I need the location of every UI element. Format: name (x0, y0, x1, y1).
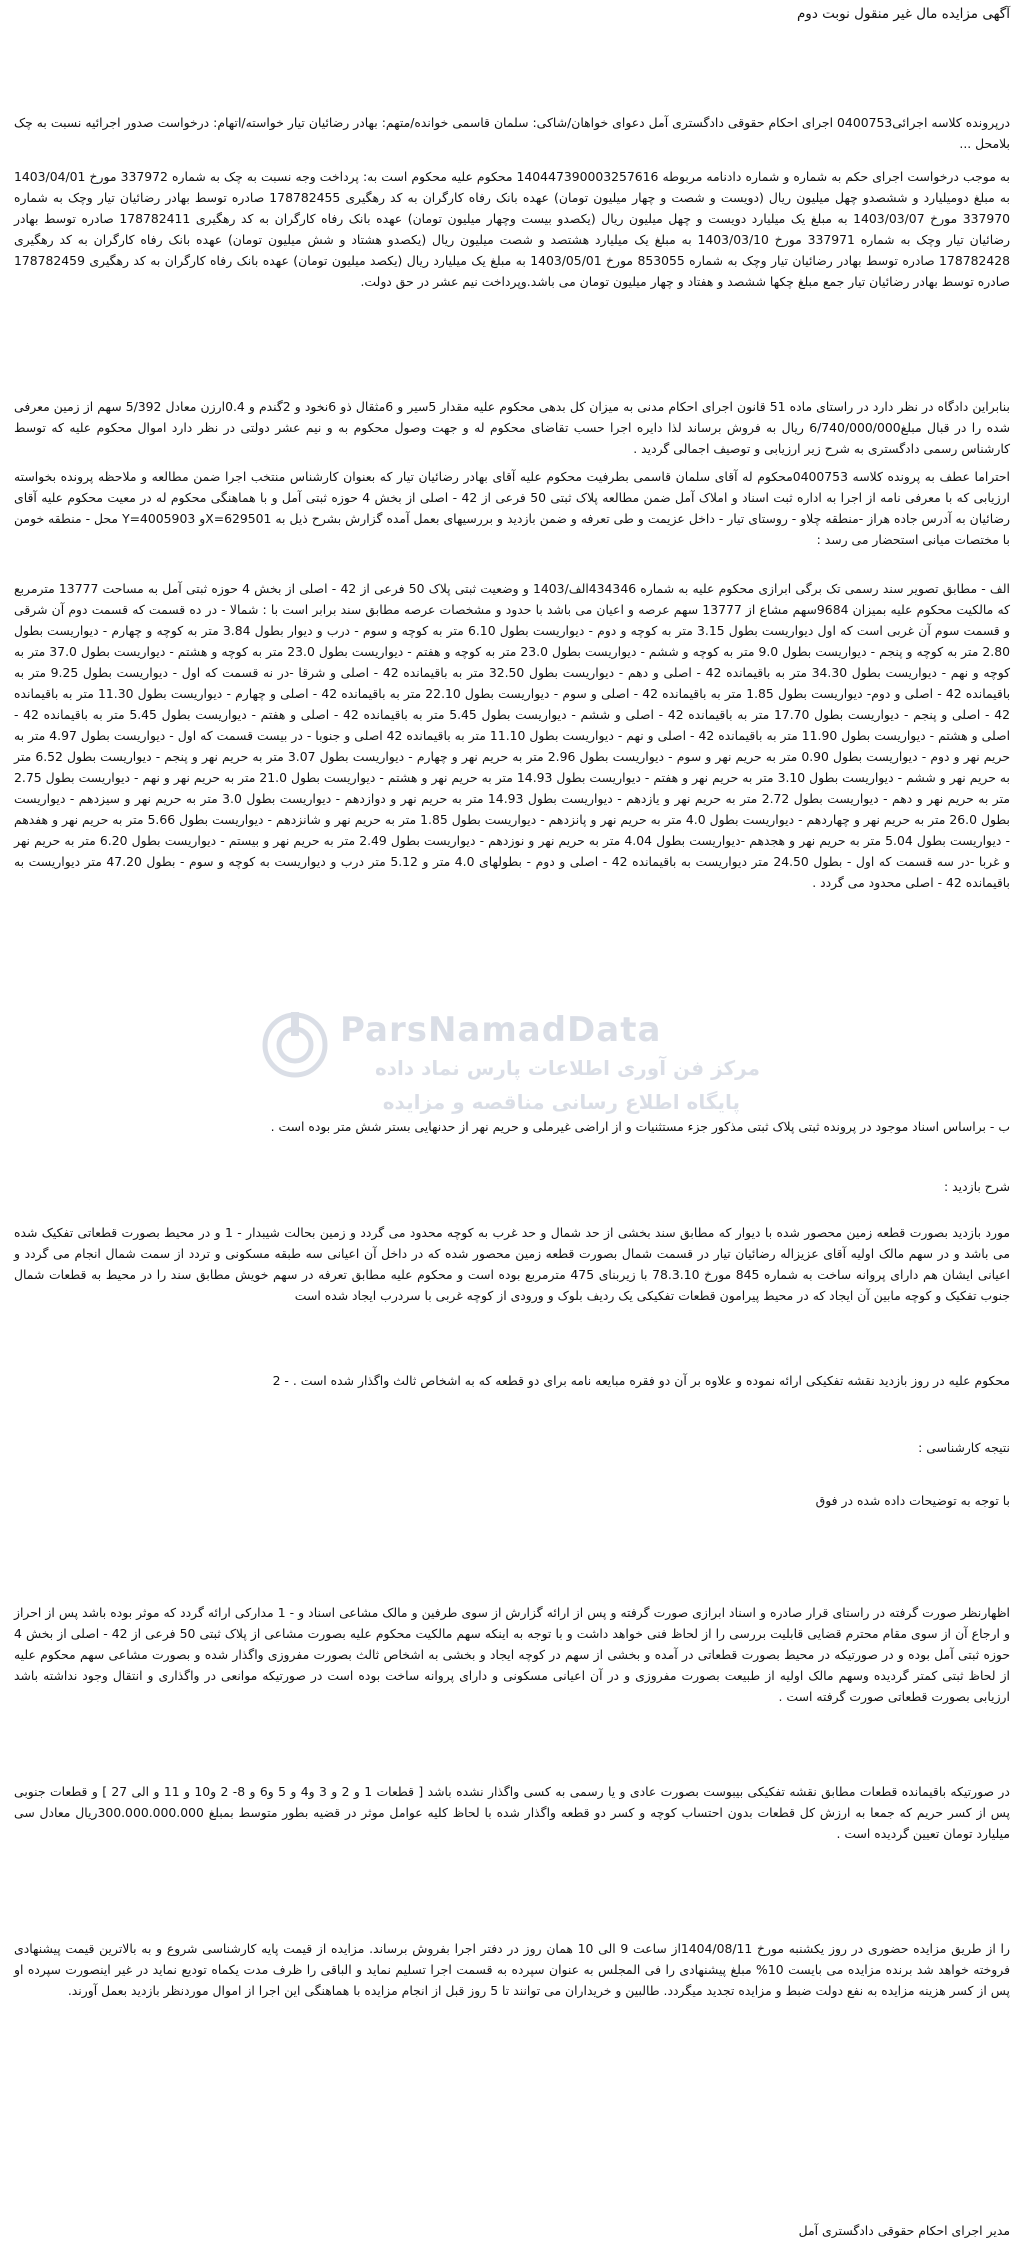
case-paragraph: درپرونده کلاسه اجرائی0400753 اجرای احکام حقوقی دادگستری آمل دعوای خواهان/شاکی: سلمان قاسمی خوانده/متهم: بهادر رضائیان تیار خواسته/اتهام: درخواست صدور اجرائیه نسبت به چک بلامحل ... (14, 115, 1010, 151)
result-intro-line: با توجه به توضیحات داده شده در فوق (815, 1493, 1010, 1508)
property-boundaries-paragraph: الف - مطابق تصویر سند رسمی تک برگی ابرازی محکوم علیه به شماره 434346الف/1403 و وضعیت ثبتی پلاک 50 فرعی از 42 - اصلی از بخش 4 حوزه ثبتی آمل به مساحت 13777 مترمربع که مالکیت محکوم علیه بمیزان 9684سهم مشاع از 13777 سهم عرصه و اعیان می باشد با حدود و مشخصات عرصه مطابق سند برابر است با : شمالا - در ده قسمت که قسمت دوم آن شرقی و قسمت سوم آن غربی است که اول دیواریست بطول 3.15 متر به کوچه و دوم - دیواریست بطول 6.10 متر به کوچه و سوم - درب و دیوار بطول 3.84 متر به کوچه و چهارم - دیواریست بطول 2.80 متر به کوچه و پنجم - دیواریست بطول 9.0 متر به کوچه و ششم - دیواریست بطول 23.0 متر به کوچه و هفتم - دیواریست بطول 23.0 متر به کوچه و هشتم - دیواریست بطول 37.0 متر به کوچه و نهم - دیواریست بطول 34.30 متر به باقیمانده 42 - اصلی و دهم - دیواریست بطول 32.50 متر به باقیمانده 42 - اصلی و شرقا -در نه قسمت که اول - دیواریست بطول 9.25 متر به باقیمانده 42 - اصلی و دوم- دیواریست بطول 1.85 متر به باقیمانده 42 - اصلی و سوم - دیواریست بطول 22.10 متر به باقیمانده 42 - اصلی و چهارم - دیواریست بطول 11.30 متر به باقیمانده 42 - اصلی و پنجم - دیواریست بطول 17.70 متر به باقیمانده 42 - اصلی و ششم - دیواریست بطول 5.45 متر به باقیمانده 42 - اصلی و هفتم - دیواریست بطول 5.45 متر به باقیمانده 42 - اصلی و هشتم - دیواریست بطول 11.90 متر به باقیمانده 42 - اصلی و نهم - دیواریست بطول 11.10 متر به باقیمانده 42 اصلی و جنوبا - در بیست قسمت که اول - دیواریست بطول 4.97 متر به حریم نهر و دوم - دیواریست بطول 0.90 متر به حریم نهر و سوم - دیواریست بطول 2.96 متر به حریم نهر و چهارم - دیواریست بطول 3.07 متر به حریم نهر و پنجم - دیواریست بطول 6.52 متر به حریم نهر و ششم - دیواریست بطول 3.10 متر به حریم نهر و هفتم - دیواریست بطول 14.93 متر به حریم نهر و هشتم - دیواریست بطول 21.0 متر به حریم نهر و نهم - دیواریست بطول 2.75 متر به حریم نهر و دهم - دیواریست بطول 2.72 متر به حریم نهر و یازدهم - دیواریست بطول 14.93 متر به حریم نهر و دوازدهم - دیواریست بطول 3.0 متر به حریم نهر و سیزدهم - دیواریست بطول 26.0 متر به حریم نهر و چهاردهم - دیواریست بطول 4.0 متر به حریم نهر و پانزدهم - دیواریست بطول 1.85 متر به حریم نهر و شانزدهم - دیواریست بطول 5.66 متر به حریم نهر و هفدهم - دیواریست بطول 5.04 متر به حریم نهر و هجدهم -دیواریست بطول 4.04 متر به حریم نهر و نوزدهم - دیواریست بطول 2.49 متر به حریم نهر و بیستم - دیواریست بطول 6.20 متر به حریم نهر و غربا -در سه قسمت که اول - بطول 24.50 متر دیواریست به باقیمانده 42 - اصلی و دوم - بطولهای 4.0 متر و 5.12 متر درب و دیواریست به کوچه و سوم - بطول 47.20 متر دیواریست به باقیمانده 42 - اصلی محدود می گردد . (14, 581, 1011, 890)
signature-line: مدیر اجرای احکام حقوقی دادگستری آمل (798, 2223, 1010, 2238)
inspection-heading: شرح بازدید : (944, 1179, 1010, 1194)
valuation-paragraph: در صورتیکه باقیمانده قطعات مطابق نقشه تفکیکی بیبوست بصورت عادی و یا رسمی به کسی واگذار نشده باشد [ قطعات 1 و 2 و 3 و4 و 5 و6 و 8- 2 و10 و 11 و الی 27 ] و قطعات جنوبی پس از کسر حریم که جمعا به ارزش کل قطعات بدون احتساب کوچه و کسر دو قطعه واگذار شده با لحاظ کلیه عوامل موثر در قضیه بطور متوسط بمبلغ 300.000.000.000ریال معادل سی میلیارد تومان تعیین گردیده است . (14, 1784, 1010, 1841)
watermark-brand: ParsNamadData (340, 1010, 662, 1050)
watermark-line-1: مرکز فن آوری اطلاعات پارس نماد داده (374, 1056, 760, 1080)
watermark-line-2: پایگاه اطلاع رسانی مناقصه و مزایده (382, 1090, 740, 1114)
subdivision-map-paragraph: محکوم علیه در روز بازدید نقشه تفکیکی ارائه نموده و علاوه بر آن دو فقره مبایعه نامه برای دو قطعه که به اشخاص ثالث واگذار شده است . - 2 (272, 1373, 1010, 1388)
opinion-paragraph: اظهارنظر صورت گرفته در راستای قرار صادره و اسناد ابرازی صورت گرفته و پس از ارائه گزارش از سوی طرفین و مالک مشاعی اسناد و - 1 مدارکی ارائه گردد که موثر بوده باشد پس از احراز و ارجاع آن از سوی مقام محترم قضایی قابلیت بررسی را از لحاظ فنی خواهد داشت و با توجه به اینکه سهم مالکیت محکوم علیه بصورت مشاعی از پلاک ثبتی 50 فرعی از 42 - اصلی از بخش 4 حوزه ثبتی آمل بوده و در صورتیکه در محیط بصورت قطعاتی در آمده و بخشی از سهم در کوچه ایجاد و بخشی به اشخاص ثالث بصورت مفروزی واگذار شده و بصورت مشاعی سهم محکوم علیه از لحاظ ثبتی کمتر گردیده وسهم مالک اولیه از طبیعت بصورت مفروزی و در آن اعیانی مسکونی و دارای پروانه ساخت بوده است در صورتیکه موانعی در واگذاری و انتقال وجود نداشته باشد ارزیابی بصورت قطعاتی صورت گرفته است . (14, 1605, 1010, 1704)
auction-terms-paragraph: را از طریق مزایده حضوری در روز یکشنبه مورخ 1404/08/11از ساعت 9 الی 10 همان روز در دفتر اجرا بفروش برساند. مزایده از قیمت پایه کارشناسی شروع و به بالاترین قیمت پیشنهادی فروخته خواهد شد برنده مزایده می بایست 10% مبلغ پیشنهادی را فی المجلس به عنوان سپرده به قسمت اجرا تسلیم نماید و الباقی را ظرف مدت یکماه تودیع نماید در غیر اینصورت سپرده او پس از کسر هزینه مزایده به نفع دولت ضبط و مزایده تجدید میگردد. طالبین و خریداران می توانند تا 5 روز قبل از انجام مزایده با هماهنگی این اجرا از اموال موردنظر بازدید بعمل آورند. (14, 1941, 1010, 1998)
expert-result-heading: نتیجه کارشناسی : (918, 1440, 1010, 1455)
inspection-paragraph: مورد بازدید بصورت قطعه زمین محصور شده با دیوار که مطابق سند بخشی از حد شمال و حد غرب به کوچه محدود می گردد و زمین بحالت شیبدار - 1 و در محیط بصورت قطعاتی تفکیک شده می باشد و در سهم مالک اولیه آقای عزیزاله رضائیان تیار در قسمت شمال بصورت قطعه زمین محصور شده که در داخل آن اعیانی سه طبقه مسکونی و تردد از سمت شمال انجام می گردد و اعیانی ایشان هم دارای پروانه ساخت به شماره 845 مورخ 78.3.10 با زیربنای 475 مترمربع بوده است و محکوم علیه مطابق تعرفه در سهم خویش مطابق سند را در محیط به قطعات شمال جنوب تفکیک و کوچه مابین آن ایجاد که در محیط پیرامون قطعات تفکیکی یک ردیف بلوک و ورودی از کوچه غربی با سردرب ایجاد شده است (14, 1225, 1010, 1303)
sale-intent-paragraph: بنابراین دادگاه در نظر دارد در راستای ماده 51 قانون اجرای احکام مدنی به میزان کل بدهی محکوم علیه مقدار 5سیر و 6مثقال ذو 6نخود و 2گندم و 0.4ارزن معادل 5/392 سهم از زمین معرفی شده را در قبال مبلغ6/740/000/000 ریال به فروش برساند لذا دایره اجرا حسب تقاضای محکوم له و جهت وصول محکوم به و نیم عشر دولتی در نظر دارد اموال محکوم علیه که توسط کارشناس رسمی دادگستری به شرح زیر ارزیابی و توصیف اجمالی گردید . (14, 399, 1010, 456)
judgment-paragraph: به موجب درخواست اجرای حکم به شماره و شماره دادنامه مربوطه 140447390003257616 محکوم علیه محکوم است به: پرداخت وجه نسبت به چک به شماره 337972 مورخ 1403/04/01 به مبلغ دومیلیارد و ششصدو چهل میلیون ریال (دویست و شصت و چهار میلیون تومان) عهده بانک رفاه کارگران به کد رهگیری 178782455 صادره توسط بهادر رضائیان تیار وچک به شماره 337970 مورخ 1403/03/07 به مبلغ یک میلیارد دویست و چهل میلیون ریال (یکصدو بیست وچهار میلیون تومان) عهده بانک رفاه کارگران به کد رهگیری 178782411 صادره توسط بهادر رضائیان تیار وچک به شماره 337971 مورخ 1403/03/10 به مبلغ یک میلیارد هشتصد و شصت میلیون ریال (یکصدو هشتاد و شش میلیون تومان) عهده بانک رفاه کارگران به کد رهگیری 178782428 صادره توسط بهادر رضائیان تیار وچک به شماره 853055 مورخ 1403/05/01 به مبلغ یک میلیارد ریال (یکصد میلیون تومان) عهده بانک رفاه کارگران به کد رهگیری 178782459 صادره توسط بهادر رضائیان تیار جمع مبلغ چکها ششصد و هفتاد و چهار میلیون تومان می باشد.وپرداخت نیم عشر در حق دولت. (14, 169, 1011, 289)
expert-intro-paragraph: احتراما عطف به پرونده کلاسه 0400753محکوم له آقای سلمان قاسمی بطرفیت محکوم علیه آقای بهادر رضائیان تیار که بعنوان کارشناس منتخب اجرا ضمن مطالعه و ملاحظه پرونده بخواسته ارزیابی که با معرفی نامه از اجرا به اداره ثبت اسناد و املاک آمل ضمن مطالعه پلاک ثبتی 50 فرعی از 42 - اصلی از بخش 4 حوزه ثبتی آمل و با هماهنگی محکوم له در معیت محکوم علیه آقای رضائیان به آدرس جاده هراز -منطقه چلاو - روستای تیار - داخل عزیمت و طی تعرفه و ضمن بازدید و بررسیهای بعمل آمده گزارش بشرح ذیل به X=629501و Y=4005903 محل - منطقه خومن با مختصات میانی استحضار می رسد : (14, 469, 1011, 547)
registry-note-paragraph: ب - براساس اسناد موجود در پرونده ثبتی پلاک ثبتی مذکور جزء مستثنیات و از اراضی غیرملی و حریم نهر از حدنهایی بستر شش متر بوده است . (270, 1119, 1010, 1134)
notice-title: آگهی مزایده مال غیر منقول نوبت دوم (796, 6, 1010, 22)
